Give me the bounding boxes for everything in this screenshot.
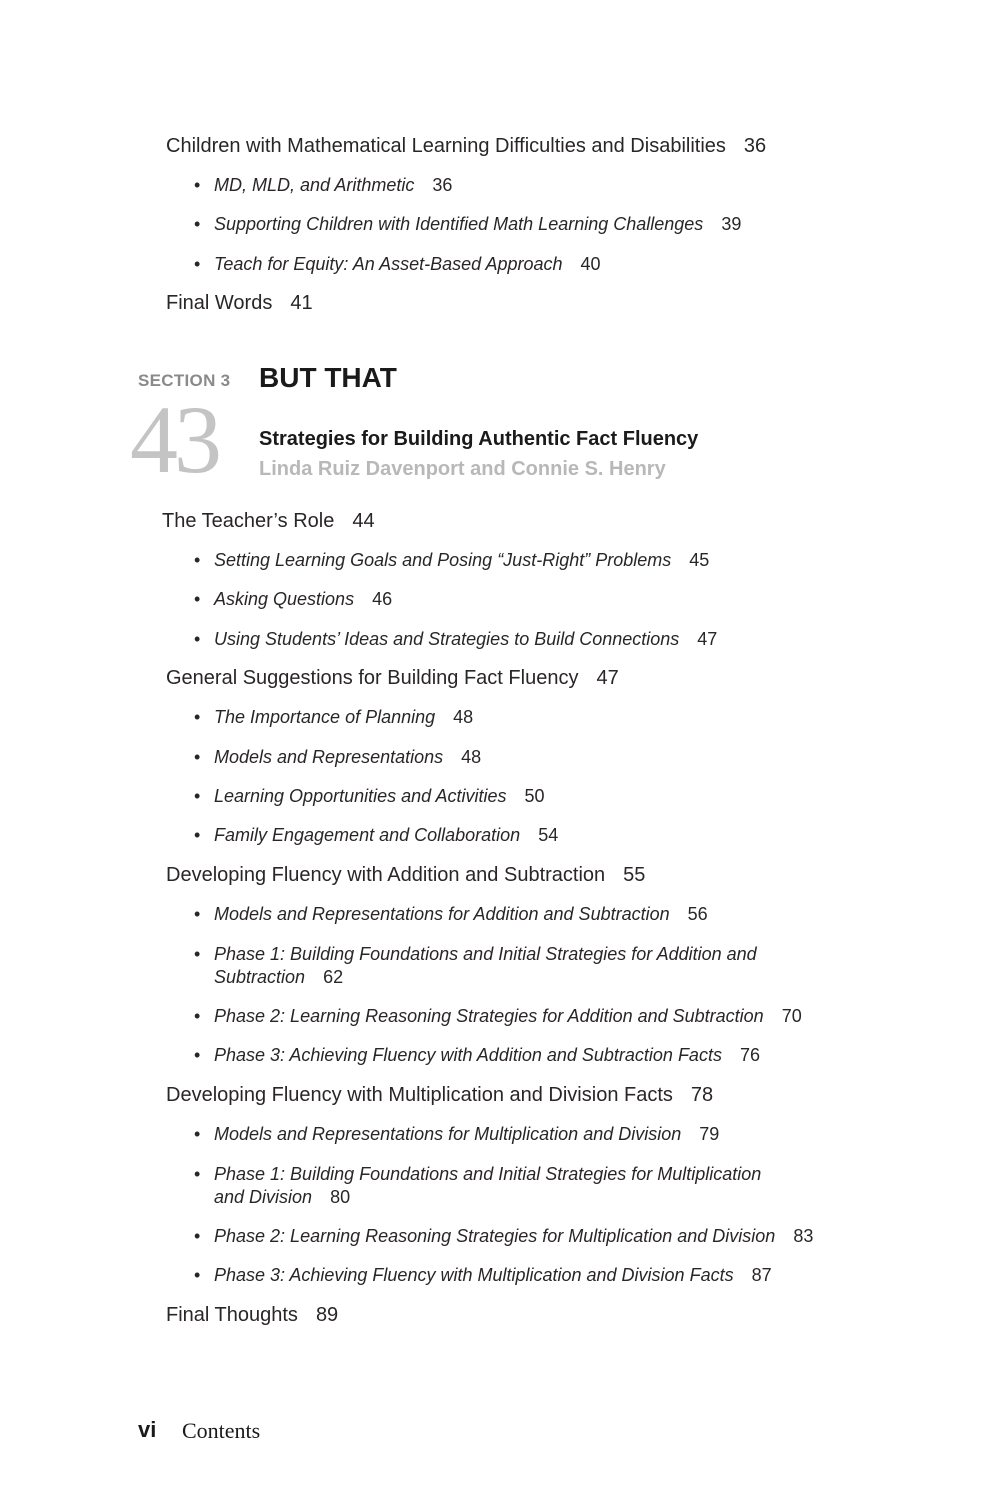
toc-subentry-page: 70 <box>781 1006 802 1026</box>
section-label: SECTION 3 <box>138 371 231 390</box>
toc-subentry-title: Phase 1: Building Foundations and Initial Strategies for Multiplication and Division <box>214 1164 762 1207</box>
bullet-icon: • <box>194 825 201 845</box>
toc-subentry[interactable] <box>194 786 545 808</box>
toc-entry-title: Developing Fluency with Addition and Subtraction <box>166 864 606 886</box>
toc-subentry-page: 80 <box>330 1187 351 1207</box>
toc-entry-page: 41 <box>290 292 313 314</box>
toc-subentry-page: 79 <box>699 1124 720 1144</box>
toc-subentry-title: Models and Representations <box>214 747 444 767</box>
toc-subentry-page: 46 <box>372 589 393 609</box>
toc-entry-page: 55 <box>623 864 646 886</box>
toc-subentry-page: 54 <box>538 825 559 845</box>
toc-subentry-page: 47 <box>697 629 718 649</box>
bullet-icon: • <box>194 254 201 274</box>
toc-subentry[interactable] <box>194 1124 720 1146</box>
footer-label: Contents <box>182 1418 261 1443</box>
footer-page-number: vi <box>138 1417 157 1442</box>
toc-subentry-page: 48 <box>461 747 482 767</box>
toc-entry-page: 47 <box>596 667 619 689</box>
bullet-icon: • <box>194 214 201 234</box>
toc-entry[interactable] <box>166 666 619 690</box>
toc-entry-title: Developing Fluency with Multiplication and Division Facts <box>166 1084 673 1106</box>
toc-entry-page: 36 <box>743 135 767 157</box>
toc-subentry[interactable] <box>194 629 718 651</box>
section-title: BUT THAT <box>259 362 397 393</box>
toc-entry[interactable] <box>166 1083 713 1107</box>
toc-entry[interactable] <box>166 291 313 315</box>
toc-subentry-page: 87 <box>751 1265 772 1285</box>
toc-subentry-title: Teach for Equity: An Asset-Based Approach <box>214 254 563 274</box>
chapter-page-number: 43 <box>130 386 218 493</box>
toc-subentry-title: MD, MLD, and Arithmetic <box>214 175 415 195</box>
toc-subentry-page: 56 <box>687 904 708 924</box>
toc-entry-title: The Teacher’s Role <box>162 510 335 532</box>
toc-subentry-page: 62 <box>323 967 344 987</box>
toc-subentry-title: Using Students’ Ideas and Strategies to Build Connections <box>214 629 680 649</box>
toc-entry-title: Final Words <box>166 292 273 314</box>
bullet-icon: • <box>194 1045 201 1065</box>
bullet-icon: • <box>194 944 201 964</box>
toc-subentry-title: Models and Representations for Multiplication and Division <box>214 1124 682 1144</box>
toc-subentry-title: Phase 2: Learning Reasoning Strategies for Addition and Subtraction <box>214 1006 764 1026</box>
toc-subentry-title: Phase 2: Learning Reasoning Strategies for Multiplication and Division <box>214 1226 776 1246</box>
toc-subentry-title: Models and Representations for Addition and Subtraction <box>214 904 670 924</box>
chapter-title[interactable]: Strategies for Building Authentic Fact Fluency <box>259 428 699 450</box>
bullet-icon: • <box>194 589 201 609</box>
toc-subentry-title: Learning Opportunities and Activities <box>214 786 507 806</box>
toc-entry-title: Final Thoughts <box>166 1304 298 1326</box>
toc-subentry-page: 48 <box>453 707 474 727</box>
bullet-icon: • <box>194 904 201 924</box>
toc-entry[interactable] <box>166 134 766 158</box>
toc-entry-page: 44 <box>352 510 375 532</box>
bullet-icon: • <box>194 629 201 649</box>
bullet-icon: • <box>194 1006 201 1026</box>
toc-subentry-title: Asking Questions <box>214 589 355 609</box>
toc-subentry-page: 76 <box>739 1045 760 1065</box>
bullet-icon: • <box>194 1265 201 1285</box>
toc-entry[interactable] <box>166 1303 338 1327</box>
toc-subentry[interactable] <box>194 1226 814 1248</box>
toc-subentry-title: Phase 3: Achieving Fluency with Addition and Subtraction Facts <box>214 1045 722 1065</box>
toc-subentry[interactable] <box>194 747 482 769</box>
toc-subentry-title: The Importance of Planning <box>214 707 436 727</box>
toc-entry[interactable] <box>162 509 375 533</box>
bullet-icon: • <box>194 550 201 570</box>
bullet-icon: • <box>194 786 201 806</box>
bullet-icon: • <box>194 175 201 195</box>
toc-subentry[interactable] <box>194 254 601 276</box>
toc-subentry[interactable] <box>194 1006 802 1028</box>
toc-subentry-page: 36 <box>432 175 453 195</box>
toc-subentry[interactable] <box>194 214 742 236</box>
toc-subentry[interactable] <box>194 589 393 611</box>
toc-entry-page: 89 <box>315 1304 339 1326</box>
toc-subentry[interactable] <box>194 707 474 729</box>
chapter-authors: Linda Ruiz Davenport and Connie S. Henry <box>259 458 666 480</box>
bullet-icon: • <box>194 747 201 767</box>
bullet-icon: • <box>194 1124 201 1144</box>
toc-subentry[interactable] <box>194 825 559 847</box>
toc-subentry-title: Setting Learning Goals and Posing “Just-Right” Problems <box>214 550 672 570</box>
toc-subentry-title: Phase 1: Building Foundations and Initial Strategies for Addition and Subtraction <box>214 944 757 987</box>
toc-subentry[interactable] <box>194 1163 794 1209</box>
toc-subentry-title: Family Engagement and Collaboration <box>214 825 521 845</box>
toc-subentry[interactable] <box>194 550 710 572</box>
toc-subentry-page: 40 <box>580 254 601 274</box>
toc-entry[interactable] <box>166 863 645 887</box>
toc-subentry-title: Phase 3: Achieving Fluency with Multiplication and Division Facts <box>214 1265 734 1285</box>
toc-subentry-page: 83 <box>793 1226 814 1246</box>
toc-subentry-title: Supporting Children with Identified Math Learning Challenges <box>214 214 704 234</box>
toc-subentry[interactable] <box>194 943 759 989</box>
toc-subentry[interactable] <box>194 1045 760 1067</box>
bullet-icon: • <box>194 1164 201 1184</box>
toc-subentry-page: 39 <box>721 214 742 234</box>
toc-subentry[interactable] <box>194 1265 772 1287</box>
toc-subentry-page: 50 <box>524 786 545 806</box>
toc-entry-page: 78 <box>690 1084 714 1106</box>
toc-subentry-page: 45 <box>689 550 710 570</box>
bullet-icon: • <box>194 707 201 727</box>
toc-entry-title: General Suggestions for Building Fact Fluency <box>166 667 579 689</box>
bullet-icon: • <box>194 1226 201 1246</box>
toc-subentry[interactable] <box>194 175 453 197</box>
toc-entry-title: Children with Mathematical Learning Difficulties and Disabilities <box>166 135 726 157</box>
toc-subentry[interactable] <box>194 904 708 926</box>
